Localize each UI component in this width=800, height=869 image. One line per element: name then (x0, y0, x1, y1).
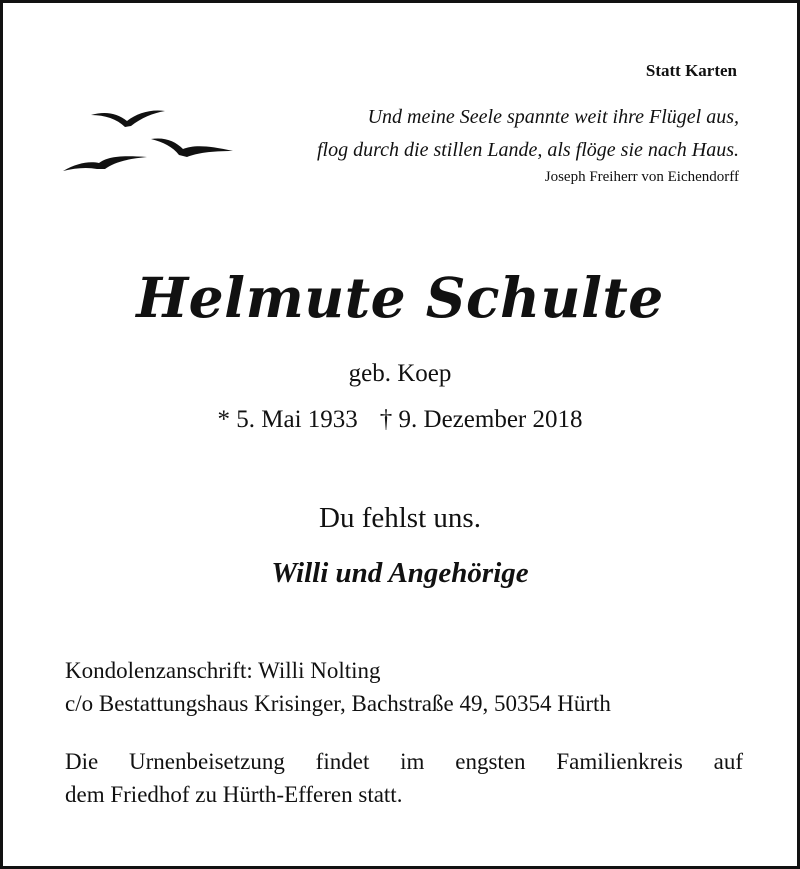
condolence-line: c/o Bestattungshaus Krisinger, Bachstraße 49, 50354 Hürth (65, 691, 611, 716)
condolence-line: Kondolenzanschrift: Willi Nolting (65, 658, 381, 683)
poem-line: Und meine Seele spannte weit ihre Flügel aus, (367, 106, 739, 128)
funeral-note-line: dem Friedhof zu Hürth-Efferen statt. (65, 782, 403, 807)
flying-birds-icon (61, 99, 241, 179)
death-date: † 9. Dezember 2018 (379, 406, 583, 433)
header-label: Statt Karten (645, 61, 737, 80)
poem-author: Joseph Freiherr von Eichendorff (544, 169, 739, 185)
maiden-name: geb. Koep (348, 360, 452, 387)
funeral-note-line: Die Urnenbeisetzung findet im engsten Familienkreis auf (65, 749, 743, 774)
poem-line: flog durch die stillen Lande, als flöge sie nach Haus. (316, 139, 739, 161)
condolence-address (65, 654, 743, 720)
deceased-name: Helmute Schulte (136, 265, 664, 330)
signatories: Willi und Angehörige (271, 557, 529, 589)
poem (219, 101, 739, 186)
birth-date: * 5. Mai 1933 (217, 406, 358, 433)
funeral-note (65, 745, 743, 811)
life-dates (3, 406, 797, 434)
farewell-message: Du fehlst uns. (319, 502, 481, 534)
